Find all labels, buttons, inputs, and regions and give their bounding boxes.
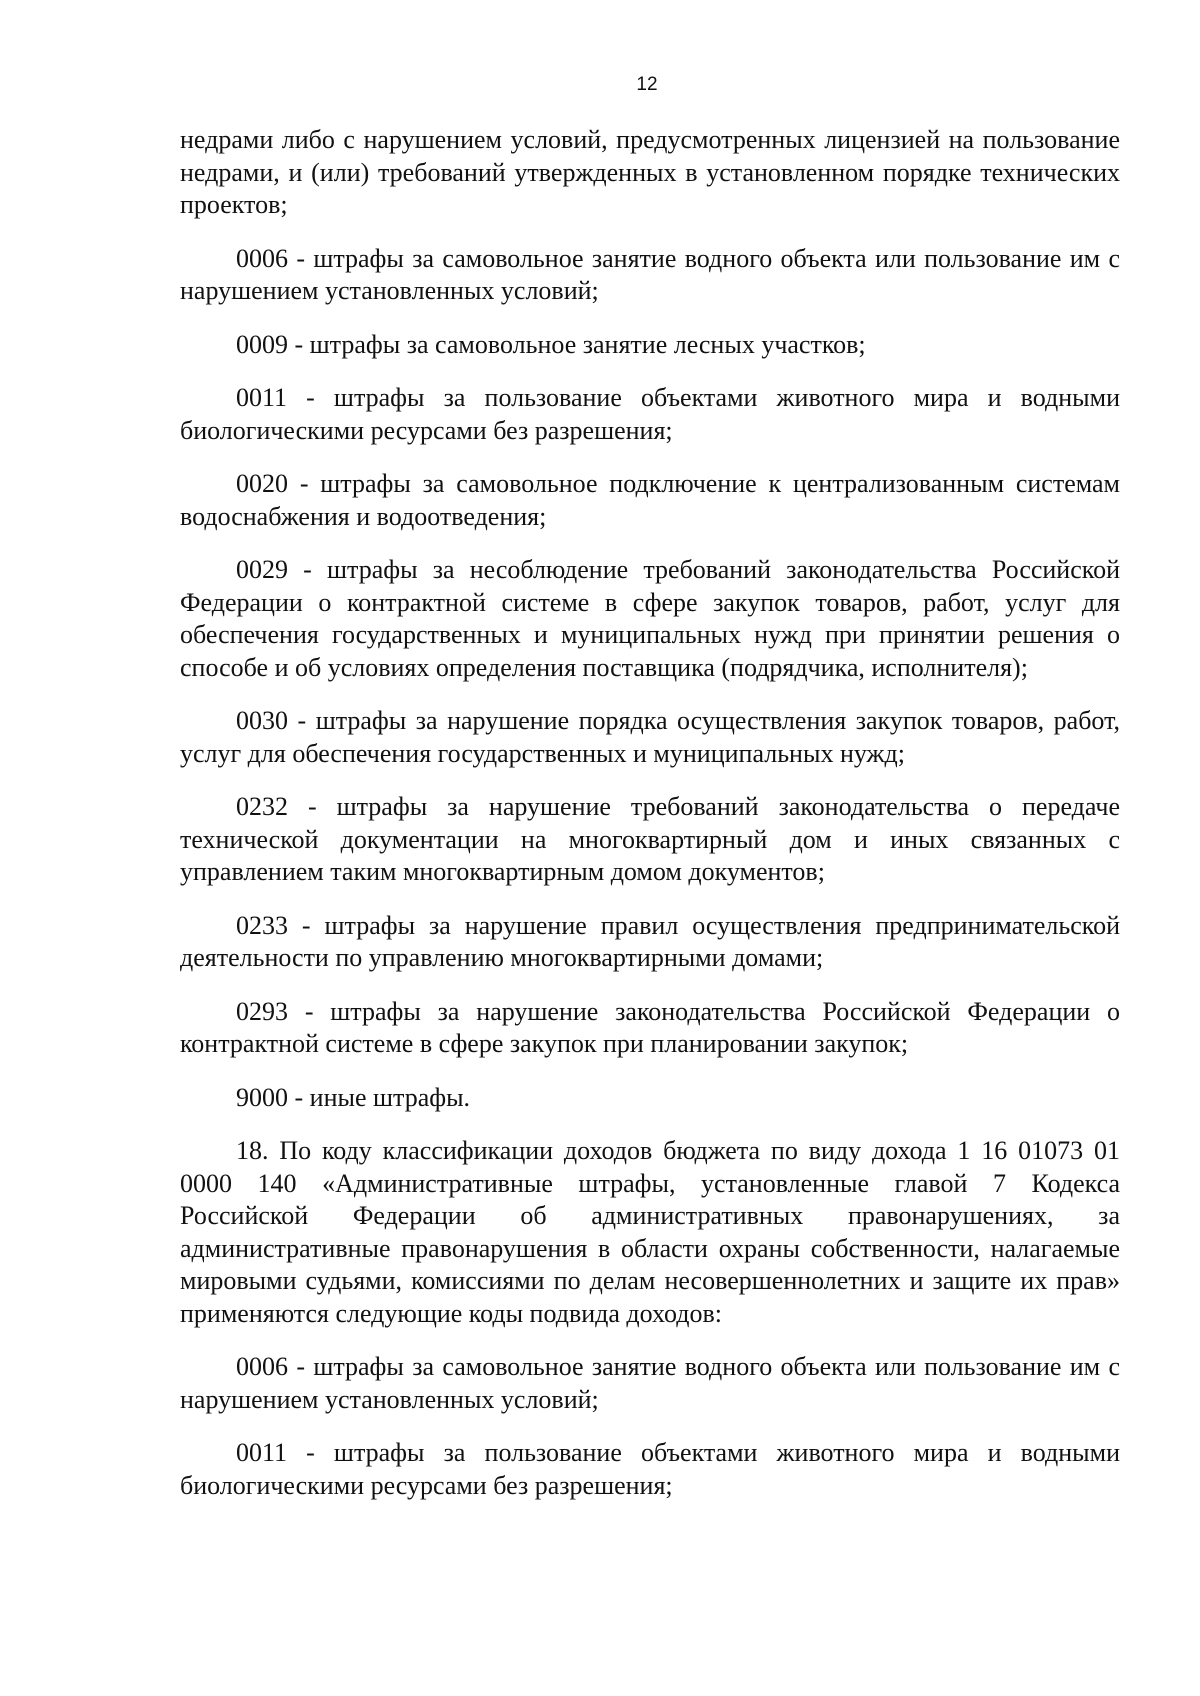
paragraph-continuation: недрами либо с нарушением условий, предусмотренных лицензией на пользование недрами, и (или) требований утвержденных в установленном порядке технических проектов; bbox=[180, 125, 1120, 219]
paragraph-code-0233: 0233 - штрафы за нарушение правил осуществления предпринимательской деятельности по управлению многоквартирными домами; bbox=[180, 910, 1120, 972]
paragraph-code-0020: 0020 - штрафы за самовольное подключение к централизованным системам водоснабжения и водоотведения; bbox=[180, 469, 1120, 531]
paragraph-item-18: 18. По коду классификации доходов бюджета по виду дохода 1 16 01073 01 0000 140 «Административные штрафы, установленные главой 7 Кодекса Российской Федерации об административных правонарушениях, за административные правонарушения в области охраны собственности, налагаемые мировыми судьями, комиссиями по делам несовершеннолетних и защите их прав» применяются следующие коды подвида доходов: bbox=[180, 1136, 1120, 1328]
paragraph-code-0006: 0006 - штрафы за самовольное занятие водного объекта или пользование им с нарушением установленных условий; bbox=[180, 243, 1120, 305]
paragraph-code-0293: 0293 - штрафы за нарушение законодательства Российской Федерации о контрактной системе в сфере закупок при планировании закупок; bbox=[180, 996, 1120, 1058]
paragraph-code-0011-second: 0011 - штрафы за пользование объектами животного мира и водными биологическими ресурсами без разрешения; bbox=[180, 1438, 1120, 1500]
document-body bbox=[180, 124, 1120, 1523]
paragraph-code-0009: 0009 - штрафы за самовольное занятие лесных участков; bbox=[236, 329, 866, 359]
paragraph-code-0029: 0029 - штрафы за несоблюдение требований законодательства Российской Федерации о контрактной системе в сфере закупок товаров, работ, услуг для обеспечения государственных и муниципальных нужд при принятии решения о способе и об условиях определения поставщика (подрядчика, исполнителя); bbox=[180, 555, 1120, 682]
paragraph-code-0011: 0011 - штрафы за пользование объектами животного мира и водными биологическими ресурсами без разрешения; bbox=[180, 383, 1120, 445]
paragraph-code-0006-second: 0006 - штрафы за самовольное занятие водного объекта или пользование им с нарушением установленных условий; bbox=[180, 1352, 1120, 1414]
paragraph-code-0232: 0232 - штрафы за нарушение требований законодательства о передаче технической документации на многоквартирный дом и иных связанных с управлением таким многоквартирным домом документов; bbox=[180, 792, 1120, 886]
paragraph-code-0030: 0030 - штрафы за нарушение порядка осуществления закупок товаров, работ, услуг для обеспечения государственных и муниципальных нужд; bbox=[180, 706, 1120, 768]
page-number: 12 bbox=[636, 74, 658, 95]
paragraph-code-9000: 9000 - иные штрафы. bbox=[236, 1082, 471, 1112]
